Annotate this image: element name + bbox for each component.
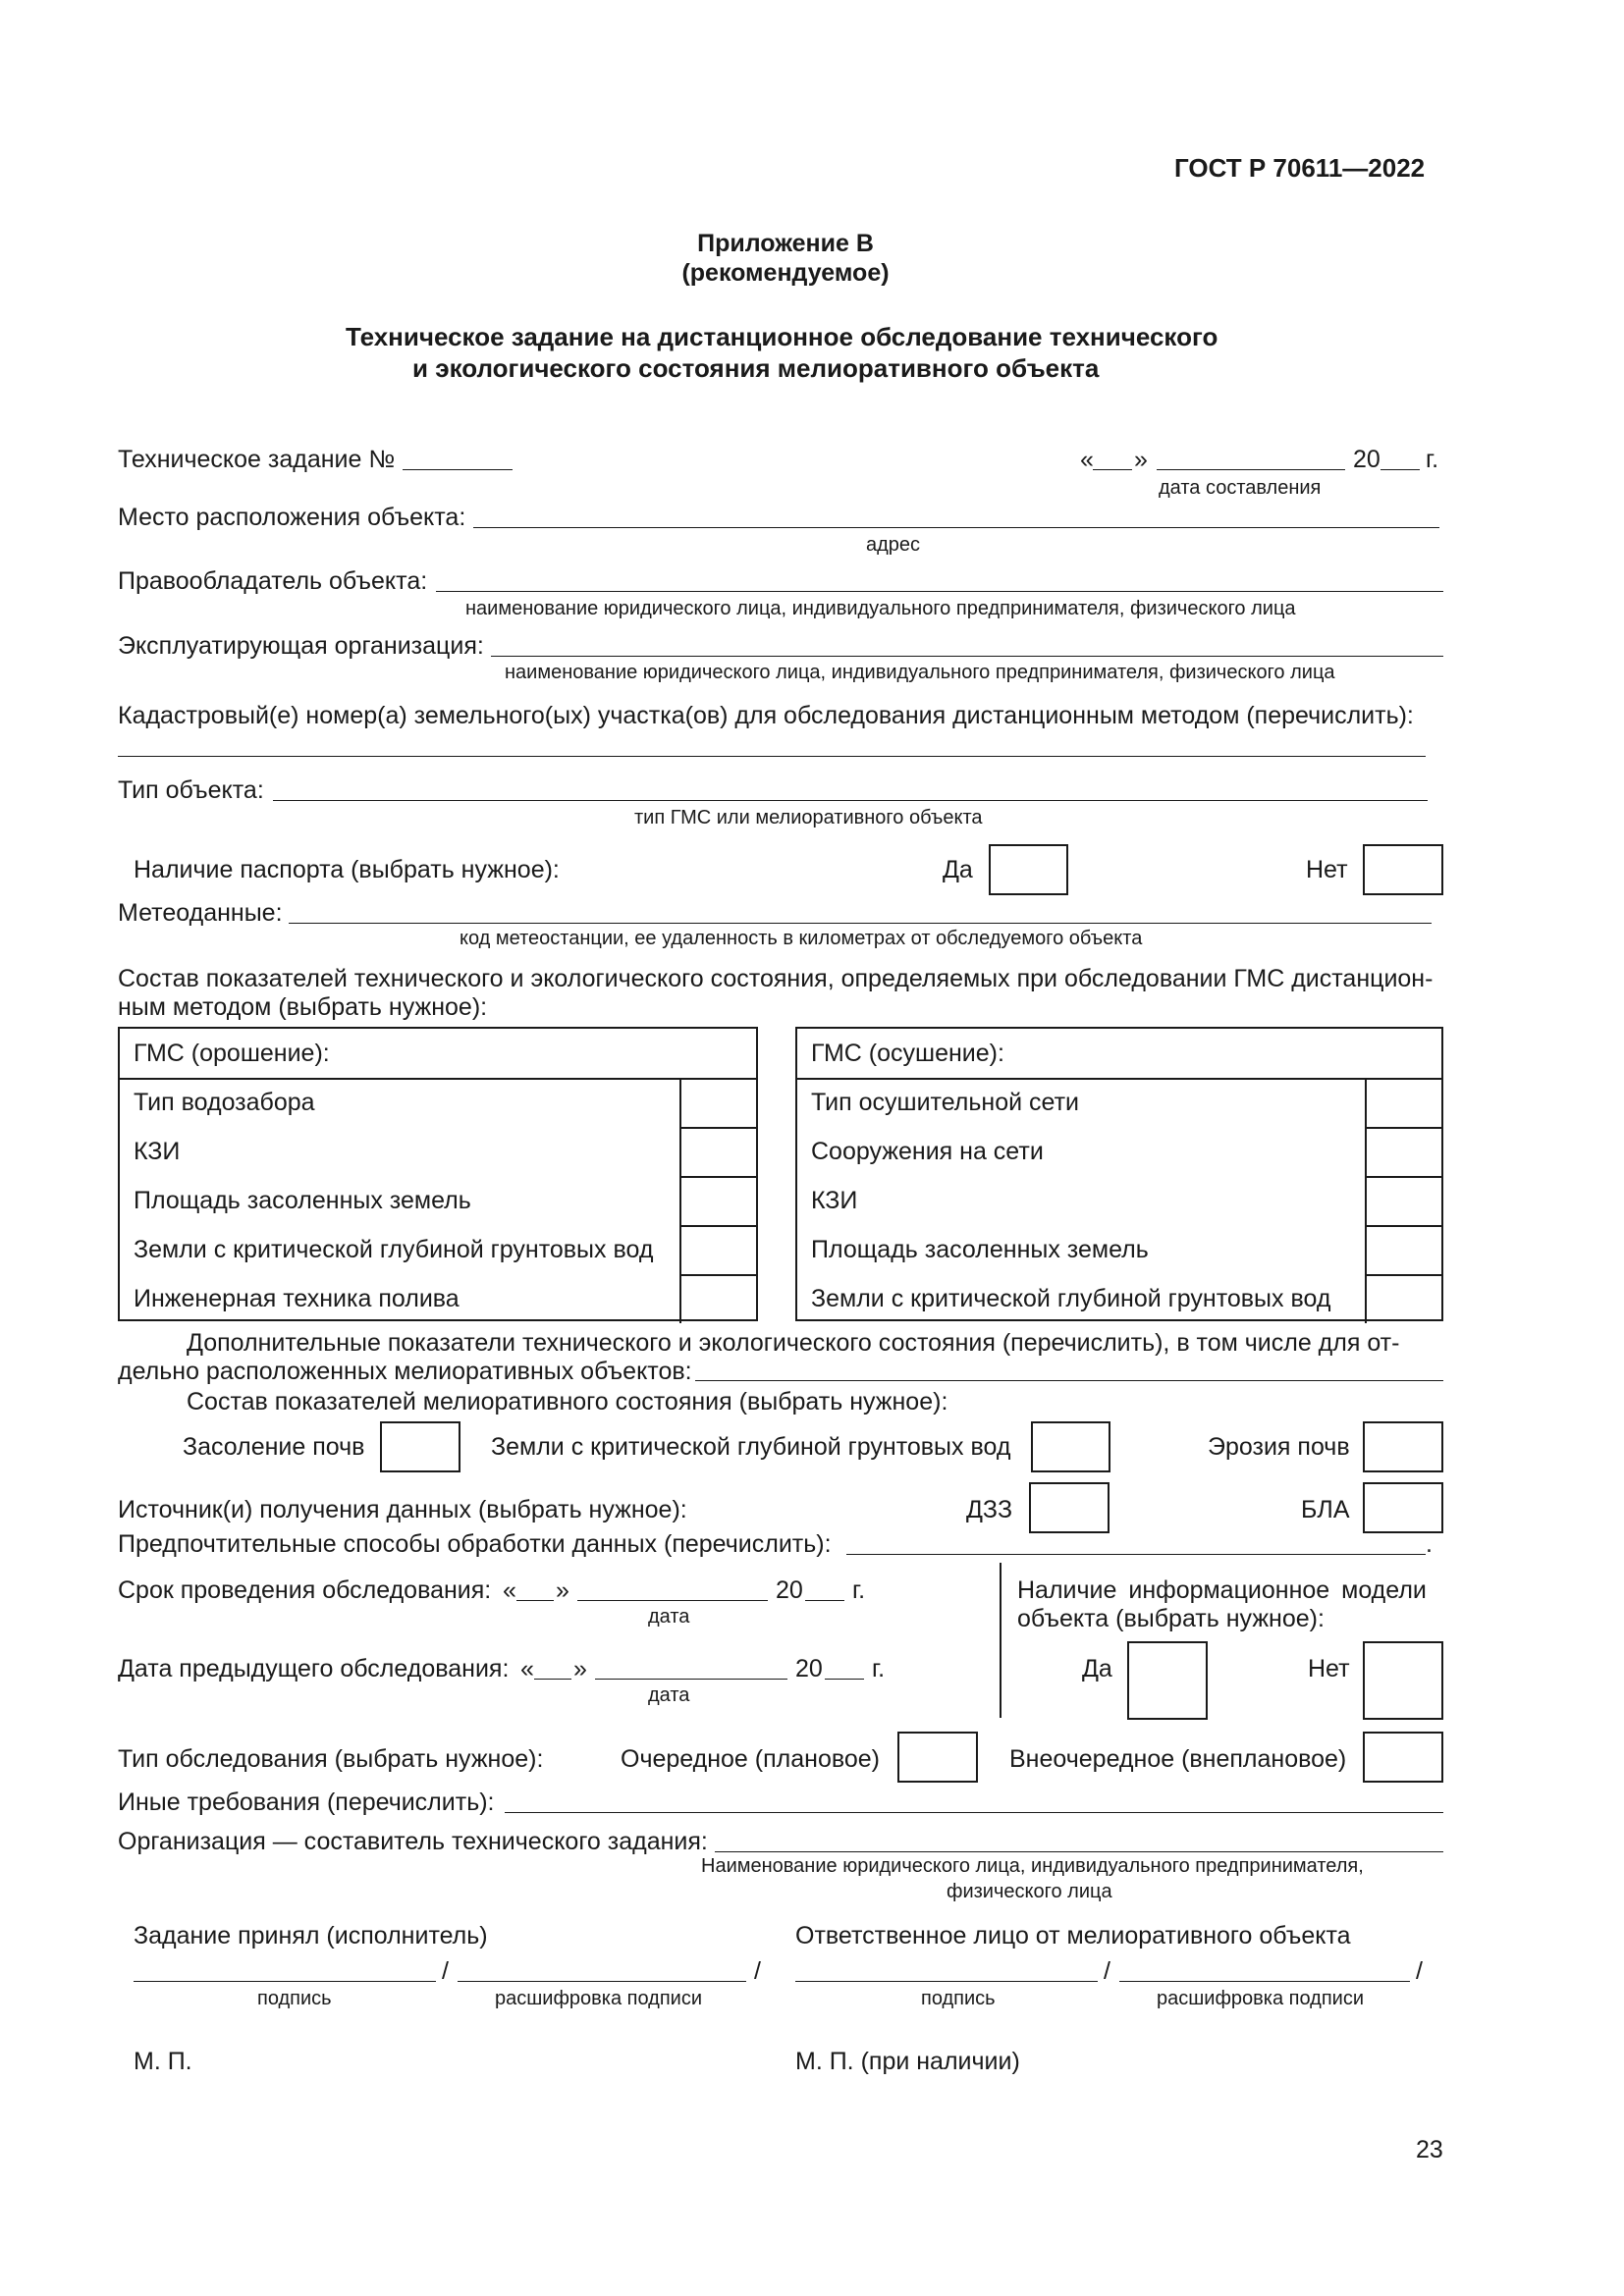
date-month-field[interactable] bbox=[1157, 469, 1345, 470]
date-close-quote: » bbox=[1134, 446, 1148, 473]
date-year-suffix: г. bbox=[1426, 446, 1439, 473]
drainage-checkbox-saline-area[interactable] bbox=[1365, 1225, 1441, 1274]
date-caption: дата составления bbox=[1159, 477, 1322, 499]
object-type-field[interactable] bbox=[273, 800, 1428, 801]
passport-yes-checkbox[interactable] bbox=[989, 844, 1068, 895]
irrigation-checkbox-saline-area[interactable] bbox=[679, 1176, 756, 1225]
table-row bbox=[797, 1078, 1441, 1127]
table-row bbox=[120, 1274, 756, 1323]
section-divider bbox=[1000, 1563, 1001, 1718]
sources-label: Источник(и) получения данных (выбрать нужное): bbox=[118, 1496, 687, 1523]
irrigation-row-label: Инженерная техника полива bbox=[134, 1285, 460, 1312]
appendix-status: (рекомендуемое) bbox=[681, 259, 890, 287]
term-close-quote: » bbox=[556, 1576, 569, 1604]
left-sign-field[interactable] bbox=[134, 1981, 436, 1982]
irrigation-header-label: ГМС (орошение): bbox=[134, 1040, 330, 1067]
prev-date-caption: дата bbox=[648, 1684, 690, 1706]
prev-year-suffix: г. bbox=[872, 1655, 886, 1682]
passport-no-checkbox[interactable] bbox=[1363, 844, 1443, 895]
cadastral-label: Кадастровый(е) номер(а) земельного(ых) участка(ов) для обследования дистанционным методом (перечислить): bbox=[118, 702, 1414, 729]
page-number: 23 bbox=[1416, 2136, 1443, 2163]
bla-checkbox[interactable] bbox=[1363, 1482, 1443, 1533]
prev-year-field[interactable] bbox=[825, 1679, 864, 1680]
prev-open-quote: « bbox=[520, 1655, 534, 1682]
cadastral-field[interactable] bbox=[118, 756, 1426, 757]
irrigation-checkbox-water-intake[interactable] bbox=[679, 1078, 756, 1127]
appendix-title: Приложение В bbox=[697, 230, 874, 257]
passport-label: Наличие паспорта (выбрать нужное): bbox=[134, 856, 560, 883]
drainage-checkbox-structures[interactable] bbox=[1365, 1127, 1441, 1176]
drainage-row-label: Тип осушительной сети bbox=[811, 1089, 1080, 1116]
irrigation-checkbox-irrigation-equipment[interactable] bbox=[679, 1274, 756, 1323]
irrigation-checkbox-kzi[interactable] bbox=[679, 1127, 756, 1176]
organization-label: Организация — составитель технического задания: bbox=[118, 1828, 708, 1855]
additional-label-line1: Дополнительные показатели технического и экологического состояния (перечислить), в том числе для от- bbox=[187, 1329, 1400, 1357]
date-year-field[interactable] bbox=[1380, 469, 1420, 470]
date-day-field[interactable] bbox=[1093, 469, 1132, 470]
term-open-quote: « bbox=[503, 1576, 516, 1604]
unplanned-checkbox[interactable] bbox=[1363, 1732, 1443, 1783]
right-decode-caption: расшифровка подписи bbox=[1157, 1988, 1365, 2009]
term-label: Срок проведения обследования: bbox=[118, 1576, 492, 1604]
prev-close-quote: » bbox=[573, 1655, 587, 1682]
object-type-label: Тип объекта: bbox=[118, 776, 264, 804]
meteo-label: Метеоданные: bbox=[118, 899, 283, 927]
critical-groundwater-checkbox[interactable] bbox=[1031, 1421, 1110, 1472]
operator-label: Эксплуатирующая организация: bbox=[118, 632, 484, 660]
melio-label: Состав показателей мелиоративного состояния (выбрать нужное): bbox=[187, 1388, 948, 1415]
prev-day-field[interactable] bbox=[534, 1679, 571, 1680]
left-signature-title: Задание принял (исполнитель) bbox=[134, 1922, 488, 1949]
prev-survey-label: Дата предыдущего обследования: bbox=[118, 1655, 510, 1682]
passport-no-label: Нет bbox=[1306, 856, 1348, 883]
location-field[interactable] bbox=[473, 527, 1439, 528]
planned-label: Очередное (плановое) bbox=[621, 1745, 880, 1773]
irrigation-row-label: Земли с критической глубиной грунтовых вод bbox=[134, 1236, 654, 1263]
right-signature-title: Ответственное лицо от мелиоративного объекта bbox=[795, 1922, 1351, 1949]
additional-field[interactable] bbox=[695, 1380, 1443, 1381]
info-model-yes-label: Да bbox=[1082, 1655, 1112, 1682]
right-stamp: М. П. (при наличии) bbox=[795, 2048, 1020, 2075]
left-stamp: М. П. bbox=[134, 2048, 192, 2075]
info-model-label-line1: Наличие информационное модели bbox=[1017, 1576, 1427, 1604]
irrigation-row-label: КЗИ bbox=[134, 1138, 181, 1165]
right-decode-field[interactable] bbox=[1119, 1981, 1410, 1982]
doc-title-line2: и экологического состояния мелиоративного объекта bbox=[412, 353, 1100, 383]
date-year-prefix: 20 bbox=[1353, 446, 1380, 473]
table-row bbox=[797, 1176, 1441, 1225]
drainage-row-label: Сооружения на сети bbox=[811, 1138, 1044, 1165]
term-year-prefix: 20 bbox=[776, 1576, 803, 1604]
bla-label: БЛА bbox=[1301, 1496, 1350, 1523]
irrigation-table bbox=[118, 1027, 758, 1321]
operator-field[interactable] bbox=[491, 656, 1443, 657]
meteo-caption: код метеостанции, ее удаленность в километрах от обследуемого объекта bbox=[460, 928, 1143, 949]
table-row bbox=[120, 1225, 756, 1274]
passport-yes-label: Да bbox=[943, 856, 973, 883]
dzz-checkbox[interactable] bbox=[1029, 1482, 1110, 1533]
irrigation-row-label: Тип водозабора bbox=[134, 1089, 315, 1116]
erosion-label: Эрозия почв bbox=[1208, 1433, 1350, 1461]
salinization-label: Засоление почв bbox=[183, 1433, 365, 1461]
term-month-field[interactable] bbox=[577, 1600, 768, 1601]
term-year-field[interactable] bbox=[805, 1600, 844, 1601]
additional-label-line2: дельно расположенных мелиоративных объектов: bbox=[118, 1358, 692, 1385]
term-day-field[interactable] bbox=[516, 1600, 554, 1601]
survey-type-label: Тип обследования (выбрать нужное): bbox=[118, 1745, 544, 1773]
drainage-row-label: Площадь засоленных земель bbox=[811, 1236, 1149, 1263]
critical-groundwater-label: Земли с критической глубиной грунтовых вод bbox=[491, 1433, 1011, 1461]
info-model-no-checkbox[interactable] bbox=[1363, 1641, 1443, 1720]
right-slash-1: / bbox=[1104, 1957, 1110, 1985]
object-type-caption: тип ГМС или мелиоративного объекта bbox=[634, 807, 983, 828]
processing-label: Предпочтительные способы обработки данных (перечислить): bbox=[118, 1530, 832, 1558]
prev-year-prefix: 20 bbox=[795, 1655, 823, 1682]
table-row bbox=[797, 1225, 1441, 1274]
table-row bbox=[797, 1127, 1441, 1176]
holder-field[interactable] bbox=[436, 591, 1443, 592]
location-label: Место расположения объекта: bbox=[118, 504, 466, 531]
irrigation-checkbox-groundwater[interactable] bbox=[679, 1225, 756, 1274]
table-row bbox=[120, 1127, 756, 1176]
drainage-checkbox-network-type[interactable] bbox=[1365, 1078, 1441, 1127]
holder-caption: наименование юридического лица, индивидуального предпринимателя, физического лица bbox=[465, 598, 1296, 619]
right-sign-field[interactable] bbox=[795, 1981, 1098, 1982]
organization-caption-line2: физического лица bbox=[947, 1881, 1112, 1902]
doc-number: ГОСТ Р 70611—2022 bbox=[1174, 153, 1426, 183]
drainage-header-label: ГМС (осушение): bbox=[811, 1040, 1004, 1067]
dzz-label: ДЗЗ bbox=[966, 1496, 1013, 1523]
irrigation-row-label: Площадь засоленных земель bbox=[134, 1187, 471, 1214]
left-decode-field[interactable] bbox=[458, 1981, 746, 1982]
date-open-quote: « bbox=[1080, 446, 1094, 473]
other-requirements-label: Иные требования (перечислить): bbox=[118, 1789, 495, 1816]
planned-checkbox[interactable] bbox=[897, 1732, 978, 1783]
indicators-label-line1: Состав показателей технического и экологического состояния, определяемых при обследовании ГМС дистанцион- bbox=[118, 965, 1434, 992]
drainage-checkbox-kzi[interactable] bbox=[1365, 1176, 1441, 1225]
info-model-yes-checkbox[interactable] bbox=[1127, 1641, 1208, 1720]
meteo-field[interactable] bbox=[289, 923, 1432, 924]
salinization-checkbox[interactable] bbox=[380, 1421, 460, 1472]
doc-title-line1: Техническое задание на дистанционное обследование технического bbox=[346, 322, 1218, 351]
holder-label: Правообладатель объекта: bbox=[118, 567, 428, 595]
term-date-caption: дата bbox=[648, 1606, 690, 1628]
left-sign-caption: подпись bbox=[257, 1988, 332, 2009]
drainage-table-header bbox=[797, 1029, 1441, 1080]
table-row bbox=[120, 1176, 756, 1225]
indicators-label-line2: ным методом (выбрать нужное): bbox=[118, 993, 488, 1021]
prev-month-field[interactable] bbox=[595, 1679, 787, 1680]
unplanned-label: Внеочередное (внеплановое) bbox=[1009, 1745, 1347, 1773]
location-caption: адрес bbox=[866, 534, 921, 556]
right-slash-2: / bbox=[1416, 1957, 1423, 1985]
erosion-checkbox[interactable] bbox=[1363, 1421, 1443, 1472]
other-requirements-field[interactable] bbox=[505, 1812, 1443, 1813]
drainage-table bbox=[795, 1027, 1443, 1321]
organization-caption-line1: Наименование юридического лица, индивидуального предпринимателя, bbox=[701, 1855, 1364, 1877]
drainage-row-label: Земли с критической глубиной грунтовых вод bbox=[811, 1285, 1331, 1312]
drainage-row-label: КЗИ bbox=[811, 1187, 858, 1214]
organization-field[interactable] bbox=[715, 1851, 1443, 1852]
info-model-no-label: Нет bbox=[1308, 1655, 1350, 1682]
left-slash-1: / bbox=[442, 1957, 449, 1985]
right-sign-caption: подпись bbox=[921, 1988, 996, 2009]
term-year-suffix: г. bbox=[852, 1576, 866, 1604]
left-slash-2: / bbox=[754, 1957, 761, 1985]
task-number-field[interactable] bbox=[403, 469, 513, 470]
left-decode-caption: расшифровка подписи bbox=[495, 1988, 703, 2009]
processing-end: . bbox=[1426, 1530, 1433, 1558]
drainage-checkbox-groundwater[interactable] bbox=[1365, 1274, 1441, 1323]
irrigation-table-header bbox=[120, 1029, 756, 1080]
table-row bbox=[120, 1078, 756, 1127]
processing-field[interactable] bbox=[846, 1554, 1426, 1555]
operator-caption: наименование юридического лица, индивидуального предпринимателя, физического лица bbox=[505, 662, 1335, 683]
info-model-label-line2: объекта (выбрать нужное): bbox=[1017, 1605, 1325, 1632]
task-number-label: Техническое задание № bbox=[118, 446, 396, 473]
table-row bbox=[797, 1274, 1441, 1323]
